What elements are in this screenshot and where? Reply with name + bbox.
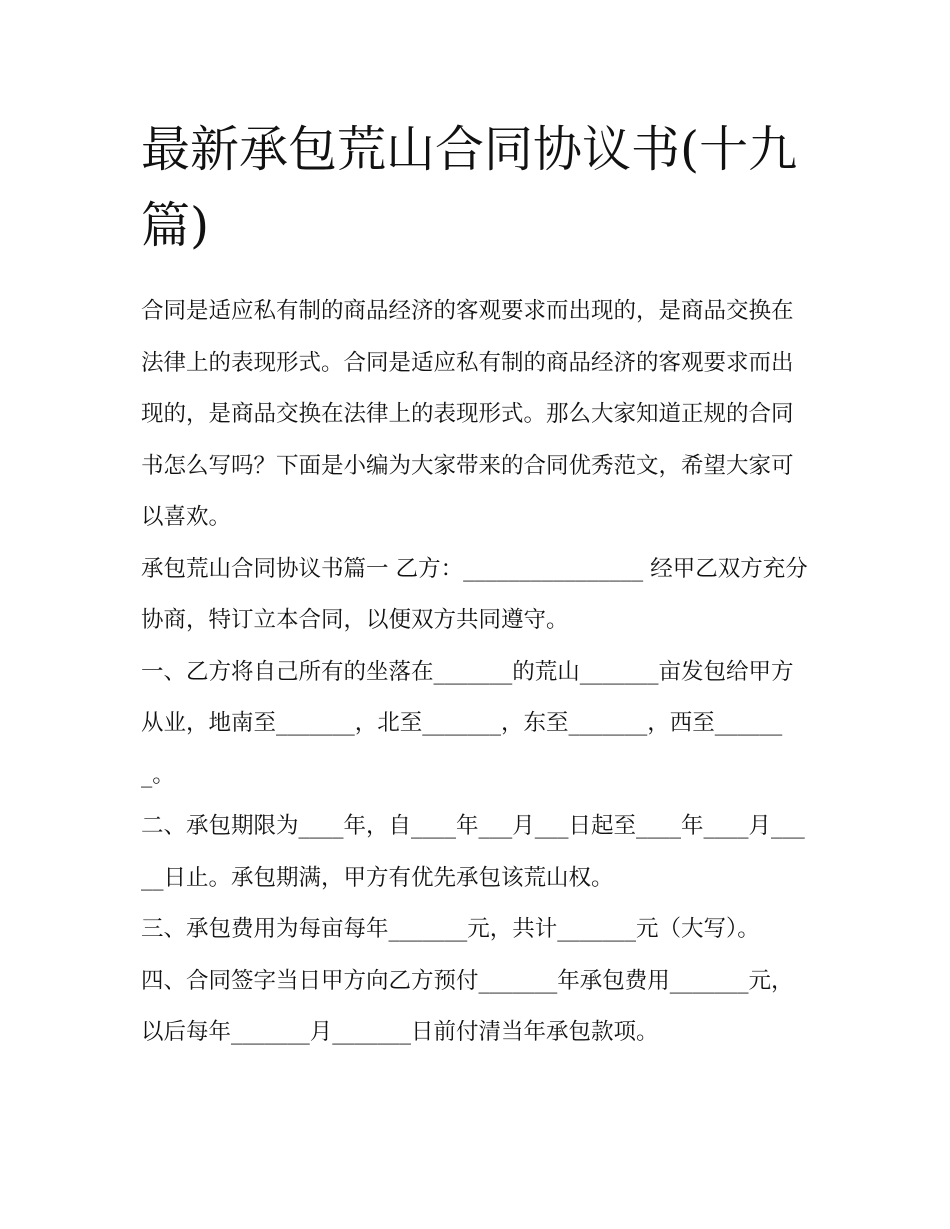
clause-1-paragraph: 一、乙方将自己所有的坐落在_______的荒山_______亩发包给甲方从业，地南至_______，北至_______，东至_______，西至_______。 (141, 658, 794, 788)
document-title: 最新承包荒山合同协议书(十九篇) (141, 121, 798, 254)
contract-opening-paragraph: 承包荒山合同协议书篇一 乙方：________________ 经甲乙双方充分协商，特订立本合同，以便双方共同遵守。 (141, 555, 808, 633)
clause-3-paragraph: 三、承包费用为每亩每年_______元，共计_______元（大写）。 (141, 916, 760, 942)
intro-paragraph: 合同是适应私有制的商品经济的客观要求而出现的，是商品交换在法律上的表现形式。合同是适应私有制的商品经济的客观要求而出现的，是商品交换在法律上的表现形式。那么大家知道正规的合同书怎么写吗？下面是小编为大家带来的合同优秀范文，希望大家可以喜欢。 (141, 298, 794, 530)
clause-4-paragraph: 四、合同签字当日甲方向乙方预付_______年承包费用_______元，以后每年_______月_______日前付清当年承包款项。 (141, 967, 794, 1045)
document-page (141, 0, 813, 1059)
clause-2-paragraph: 二、承包期限为____年，自____年___月___日起至____年____月_____日止。承包期满，甲方有优先承包该荒山权。 (141, 813, 805, 891)
document-body (141, 286, 813, 1059)
